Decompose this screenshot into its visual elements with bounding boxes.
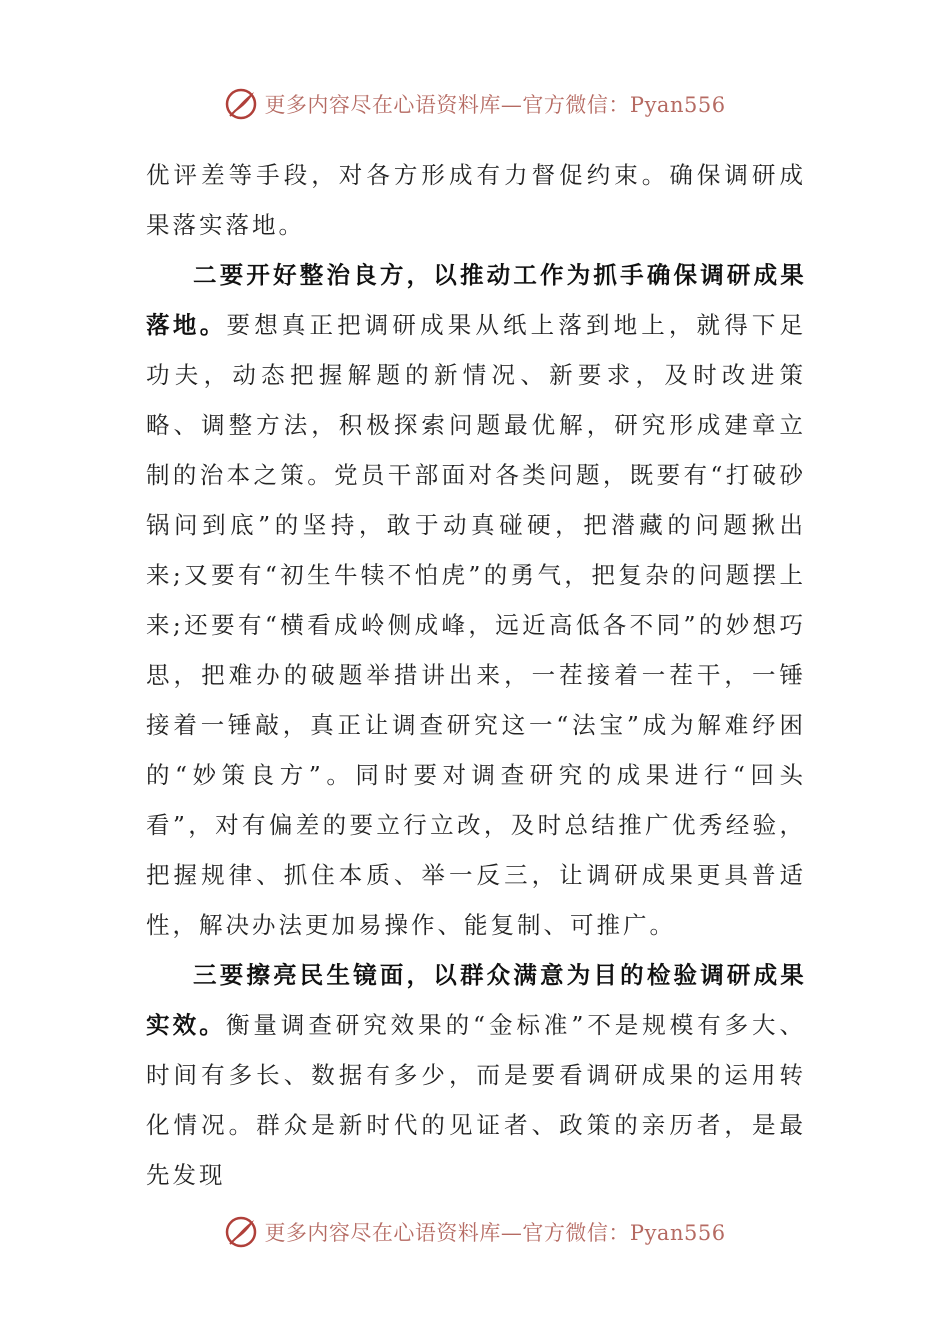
quill-logo-icon (224, 1215, 258, 1249)
paragraph-3-lead: 三要擦亮民生镜面，以群众满意为目的检验调研成果实效。 (146, 961, 806, 1039)
paragraph-3-body: 衡量调查研究效果的“金标准”不是规模有多大、时间有多长、数据有多少，而是要看调研成果的运用转化情况。群众是新时代的见证者、政策的亲历者，是最先发现 (146, 1011, 806, 1189)
document-body (146, 150, 806, 1200)
paragraph-2-body: 要想真正把调研成果从纸上落到地上，就得下足功夫，动态把握解题的新情况、新要求，及时改进策略、调整方法，积极探索问题最优解，研究形成建章立制的治本之策。党员干部面对各类问题，既要有“打破砂锅问到底”的坚持，敢于动真碰硬，把潜藏的问题揪出来;又要有“初生牛犊不怕虎”的勇气，把复杂的问题摆上来;还要有“横看成岭侧成峰，远近高低各不同”的妙想巧思，把难办的破题举措讲出来，一茬接着一茬干，一锤接着一锤敲，真正让调查研究这一“法宝”成为解难纾困的“妙策良方”。同时要对调查研究的成果进行“回头看”，对有偏差的要立行立改，及时总结推广优秀经验，把握规律、抓住本质、举一反三，让调研成果更具普适性，解决办法更加易操作、能复制、可推广。 (146, 311, 806, 939)
footer-watermark (0, 1212, 950, 1252)
paragraph-1 (146, 150, 806, 250)
watermark-text: 更多内容尽在心语资料库—官方微信：Pyan556 (264, 93, 726, 117)
quill-logo-icon (224, 87, 258, 121)
paragraph-2-lead: 二要开好整治良方，以推动工作为抓手确保调研成果落地。 (146, 261, 806, 339)
paragraph-3 (146, 950, 806, 1200)
watermark-text: 更多内容尽在心语资料库—官方微信：Pyan556 (264, 1221, 726, 1245)
paragraph-1-body: 优评差等手段，对各方形成有力督促约束。确保调研成果落实落地。 (146, 161, 806, 239)
paragraph-2 (146, 250, 806, 950)
header-watermark (0, 84, 950, 124)
